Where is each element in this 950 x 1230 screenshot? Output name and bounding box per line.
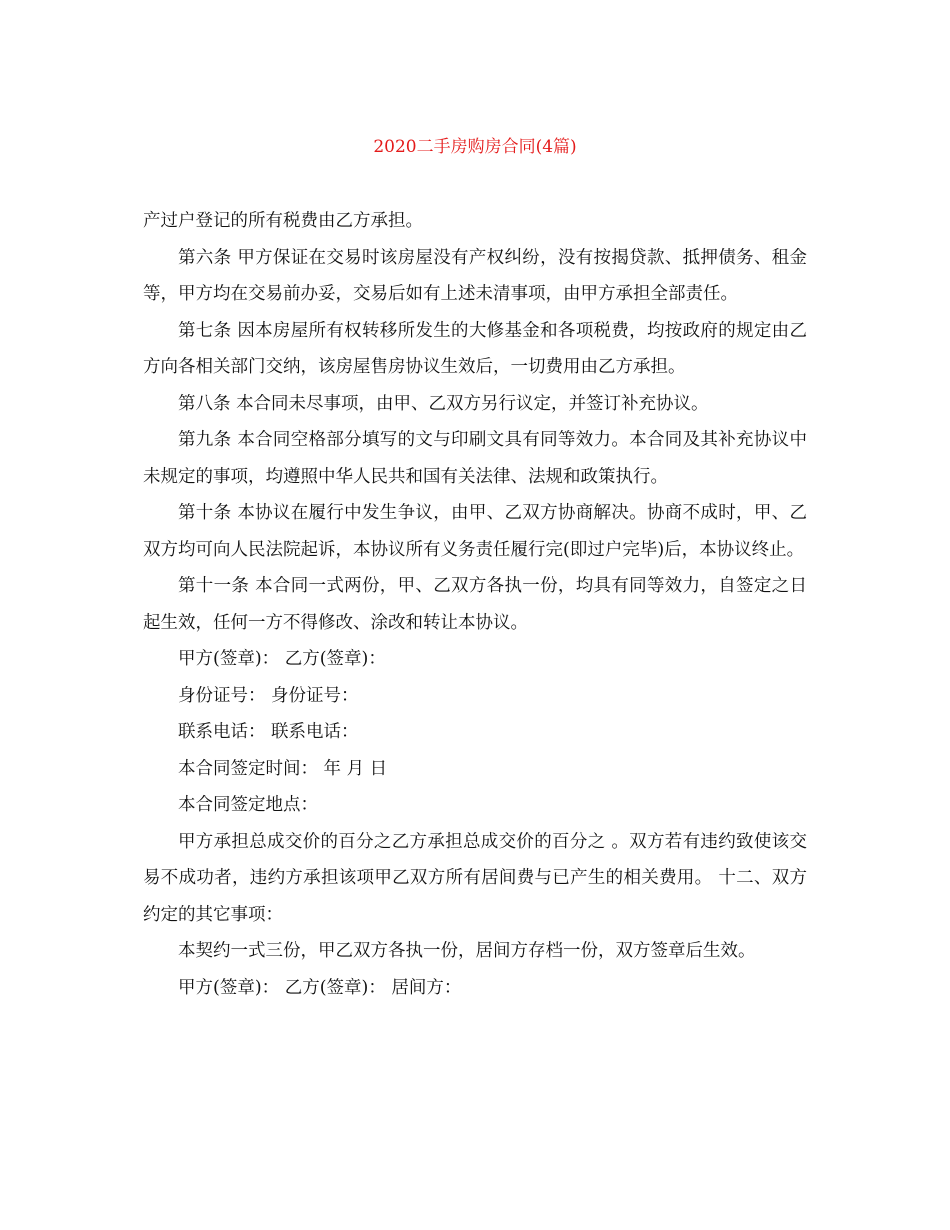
signature-line-parties: 甲方(签章)： 乙方(签章)： bbox=[178, 649, 386, 669]
phone-line: 联系电话： 联系电话： bbox=[178, 722, 359, 742]
document-body bbox=[143, 203, 807, 1006]
paragraph-continuation: 产过户登记的所有税费由乙方承担。 bbox=[143, 211, 423, 231]
id-number-line: 身份证号： 身份证号： bbox=[178, 685, 359, 706]
clause-6: 第六条 甲方保证在交易时该房屋没有产权纠纷，没有按揭贷款、抵押债务、租金等，甲方均在交易前办妥，交易后如有上述未清事项，由甲方承担全部责任。 bbox=[143, 247, 807, 304]
clause-10: 第十条 本协议在履行中发生争议，由甲、乙双方协商解决。协商不成时，甲、乙双方均可向人民法院起诉，本协议所有义务责任履行完(即过户完毕)后，本协议终止。 bbox=[143, 503, 807, 560]
clause-7: 第七条 因本房屋所有权转移所发生的大修基金和各项税费，均按政府的规定由乙方向各相关部门交纳，该房屋售房协议生效后，一切费用由乙方承担。 bbox=[143, 320, 807, 377]
clause-11: 第十一条 本合同一式两份，甲、乙双方各执一份，均具有同等效力，自签定之日起生效，任何一方不得修改、涂改和转让本协议。 bbox=[143, 576, 807, 633]
document-title: 2020二手房购房合同(4篇) bbox=[373, 137, 577, 157]
signing-location-line: 本合同签定地点： bbox=[178, 795, 318, 815]
cost-sharing-paragraph: 甲方承担总成交价的百分之乙方承担总成交价的百分之 。双方若有违约致使该交易不成功者，违约方承担该项甲乙双方所有居间费与已产生的相关费用。 十二、双方约定的其它事项： bbox=[143, 831, 807, 925]
copies-paragraph: 本契约一式三份，甲乙双方各执一份，居间方存档一份，双方签章后生效。 bbox=[178, 941, 756, 961]
signing-date-line: 本合同签定时间： 年 月 日 bbox=[178, 758, 388, 779]
clause-9: 第九条 本合同空格部分填写的文与印刷文具有同等效力。本合同及其补充协议中未规定的事项，均遵照中华人民共和国有关法律、法规和政策执行。 bbox=[143, 430, 807, 487]
signature-line-three-parties: 甲方(签章)： 乙方(签章)： 居间方： bbox=[178, 977, 462, 998]
clause-8: 第八条 本合同未尽事项，由甲、乙双方另行议定，并签订补充协议。 bbox=[178, 393, 709, 414]
